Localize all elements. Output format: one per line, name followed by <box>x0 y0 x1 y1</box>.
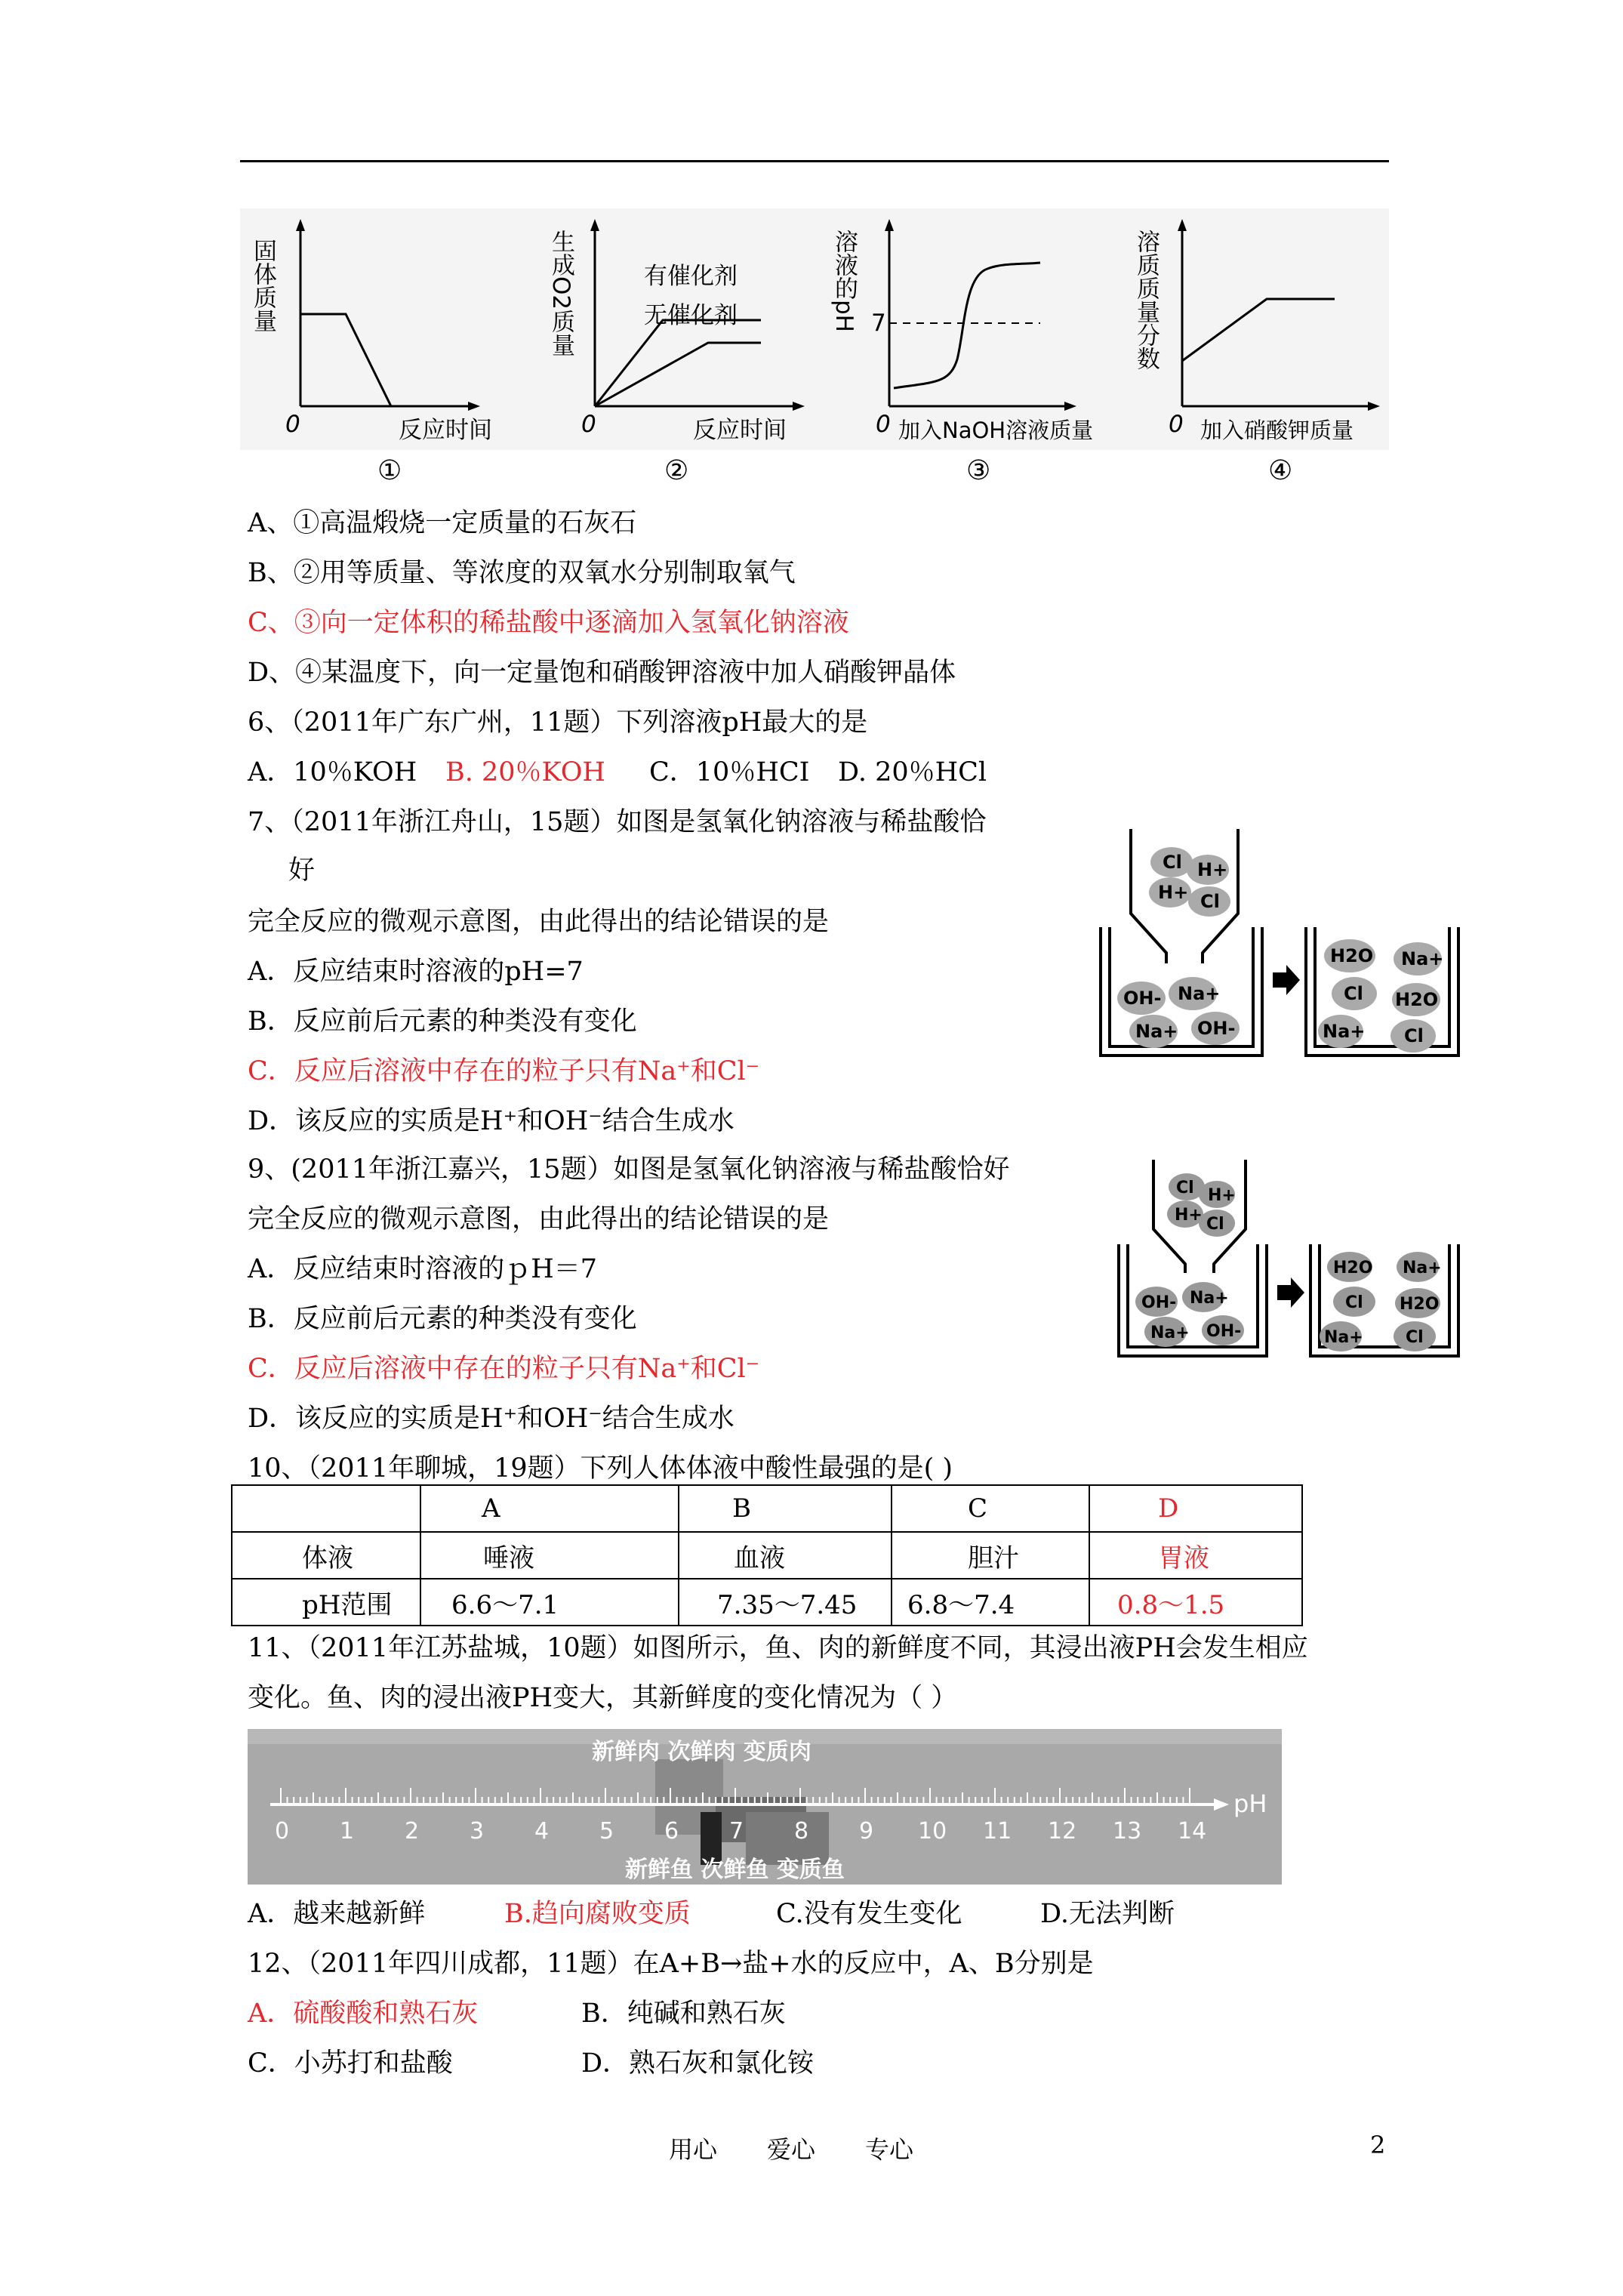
ph-tick-label: 3 <box>470 1818 485 1845</box>
svg-text:Cl: Cl <box>1406 1328 1424 1347</box>
graph-3-tick: 7 <box>871 310 886 337</box>
q5-option-a: A、①高温煅烧一定质量的石灰石 <box>248 508 637 538</box>
svg-text:H+: H+ <box>1208 1186 1236 1205</box>
svg-text:Na+: Na+ <box>1135 1021 1178 1042</box>
svg-text:H+: H+ <box>1197 859 1228 880</box>
svg-text:Na+: Na+ <box>1403 1259 1442 1277</box>
fish-label: 新鲜鱼 次鲜鱼 变质鱼 <box>625 1857 845 1883</box>
ph-tick-label: 7 <box>729 1818 744 1845</box>
graph-2-number: ② <box>664 455 689 486</box>
graph-1-origin: 0 <box>285 411 300 438</box>
svg-text:H+: H+ <box>1158 882 1189 903</box>
q7-option-b: B．反应前后元素的种类没有变化 <box>248 1006 637 1037</box>
q7-option-c: C．反应后溶液中存在的粒子只有Na⁺和Cl⁻ <box>248 1056 760 1086</box>
q7-option-a: A．反应结束时溶液的pH=7 <box>248 957 584 987</box>
table-row: A B C D <box>232 1485 1302 1532</box>
q11-option-d: D.无法判断 <box>1040 1899 1175 1929</box>
svg-text:Cl: Cl <box>1345 1293 1363 1312</box>
q11-stem-2: 变化。鱼、肉的浸出液PH变大，其新鲜度的变化情况为（ ） <box>248 1683 958 1713</box>
ph-tick-label: 1 <box>340 1818 355 1845</box>
graph-1-xlabel: 反应时间 <box>399 417 492 444</box>
ph-scale-figure <box>248 1729 1282 1885</box>
q9-option-b: B．反应前后元素的种类没有变化 <box>248 1304 637 1334</box>
q7-stem-2: 完全反应的微观示意图，由此得出的结论错误的是 <box>248 907 830 937</box>
q11-option-c: C.没有发生变化 <box>776 1899 962 1929</box>
footer-text-2: 爱心 <box>767 2135 816 2164</box>
q10-table <box>231 1484 1303 1626</box>
footer-text-1: 用心 <box>669 2135 718 2164</box>
svg-text:OH-: OH- <box>1206 1322 1242 1341</box>
q9-stem: 9、(2011年浙江嘉兴，15题）如图是氢氧化钠溶液与稀盐酸恰好 <box>248 1154 1010 1185</box>
graph-3-number: ③ <box>966 455 991 486</box>
table-row: 体液 唾液 血液 胆汁 胃液 <box>232 1532 1302 1579</box>
svg-text:H2O: H2O <box>1395 989 1439 1010</box>
q7-option-d: D．该反应的实质是H⁺和OH⁻结合生成水 <box>248 1106 735 1136</box>
q6-option-c: C．10％HCI <box>649 757 810 787</box>
ph-tick-label: 13 <box>1113 1818 1142 1845</box>
svg-text:Na+: Na+ <box>1190 1289 1229 1308</box>
svg-text:OH-: OH- <box>1141 1293 1177 1312</box>
graphs-figure <box>240 208 1389 450</box>
svg-text:Cl: Cl <box>1176 1179 1194 1197</box>
q7-stem-cont: 好 <box>288 855 316 886</box>
graph-2-ylabel: 生成O2质量 <box>547 230 574 357</box>
graph-1-number: ① <box>377 455 402 486</box>
svg-text:OH-: OH- <box>1197 1018 1236 1039</box>
graph-4-origin: 0 <box>1169 411 1184 438</box>
q5-option-d: D、④某温度下，向一定量饱和硝酸钾溶液中加人硝酸钾晶体 <box>248 658 956 688</box>
ph-tick-label: 4 <box>534 1818 550 1845</box>
q12-option-b: B．纯碱和熟石灰 <box>581 1999 786 2029</box>
svg-text:Cl: Cl <box>1163 852 1182 873</box>
ph-tick-label: 14 <box>1178 1818 1207 1845</box>
q11-stem: 11、（2011年江苏盐城，10题）如图所示，鱼、肉的新鲜度不同，其浸出液PH会发生相应 <box>248 1633 1308 1663</box>
graph-4-number: ④ <box>1268 455 1293 486</box>
q12-option-d: D．熟石灰和氯化铵 <box>581 2048 815 2079</box>
header-rule <box>240 160 1389 162</box>
q11-option-a: A．越来越新鲜 <box>248 1899 426 1929</box>
svg-text:Cl: Cl <box>1344 983 1363 1004</box>
ph-tick-label: 2 <box>405 1818 420 1845</box>
q9-option-c: C．反应后溶液中存在的粒子只有Na⁺和Cl⁻ <box>248 1354 760 1384</box>
graph-2-curve1: 有催化剂 <box>644 263 738 290</box>
q12-stem: 12、（2011年四川成都，11题）在A+B→盐+水的反应中，A、B分别是 <box>248 1949 1094 1979</box>
footer-text-3: 专心 <box>865 2135 914 2164</box>
svg-text:Cl: Cl <box>1404 1025 1424 1046</box>
graph-3-origin: 0 <box>876 411 891 438</box>
svg-text:Na+: Na+ <box>1150 1324 1190 1342</box>
svg-text:Na+: Na+ <box>1178 983 1221 1004</box>
q11-option-b: B.趋向腐败变质 <box>504 1899 691 1929</box>
q6-option-d: D. 20％HCl <box>838 757 987 787</box>
svg-text:H2O: H2O <box>1330 945 1374 966</box>
ph-axis-label: pH <box>1233 1789 1267 1818</box>
ph-tick-label: 5 <box>599 1818 614 1845</box>
q5-option-c: C、③向一定体积的稀盐酸中逐滴加入氢氧化钠溶液 <box>248 608 849 638</box>
q6-option-a: A．10％KOH <box>248 757 417 787</box>
svg-text:Cl: Cl <box>1200 891 1220 912</box>
svg-text:H+: H+ <box>1175 1206 1203 1225</box>
ph-tick-label: 9 <box>859 1818 874 1845</box>
ph-tick-label: 0 <box>275 1818 290 1845</box>
graph-3-xlabel: 加入NaOH溶液质量 <box>898 418 1094 443</box>
q7-stem: 7、（2011年浙江舟山，15题）如图是氢氧化钠溶液与稀盐酸恰 <box>248 807 987 837</box>
svg-text:Cl: Cl <box>1206 1215 1224 1234</box>
svg-text:H2O: H2O <box>1333 1259 1373 1277</box>
q9-option-d: D．该反应的实质是H⁺和OH⁻结合生成水 <box>248 1404 735 1434</box>
meat-label: 新鲜肉 次鲜肉 变质肉 <box>592 1739 812 1765</box>
q5-option-b: B、②用等质量、等浓度的双氧水分别制取氧气 <box>248 558 796 588</box>
svg-text:Na+: Na+ <box>1401 948 1444 969</box>
q9-option-a: A．反应结束时溶液的ｐH＝7 <box>248 1254 598 1284</box>
svg-text:H2O: H2O <box>1400 1295 1440 1314</box>
q6-option-b: B. 20％KOH <box>445 757 605 787</box>
graph-3-ylabel: 溶液的pH <box>830 230 858 332</box>
svg-text:Na+: Na+ <box>1324 1328 1363 1347</box>
q9-beaker-diagram <box>1110 1154 1464 1365</box>
ph-tick-label: 11 <box>983 1818 1012 1845</box>
q9-stem-2: 完全反应的微观示意图，由此得出的结论错误的是 <box>248 1204 830 1234</box>
ph-tick-label: 10 <box>918 1818 947 1845</box>
svg-text:OH-: OH- <box>1123 988 1162 1009</box>
q10-stem: 10、（2011年聊城，19题）下列人体体液中酸性最强的是( ) <box>248 1453 953 1484</box>
q12-option-a: A．硫酸酸和熟石灰 <box>248 1999 479 2029</box>
table-row: pH范围 6.6～7.1 7.35～7.45 6.8～7.4 0.8～1.5 <box>232 1579 1302 1626</box>
graph-2-curve2: 无催化剂 <box>644 302 738 329</box>
svg-text:Na+: Na+ <box>1323 1021 1366 1042</box>
ph-tick-label: 6 <box>664 1818 679 1845</box>
q12-option-c: C．小苏打和盐酸 <box>248 2048 453 2079</box>
q6-stem: 6、（2011年广东广州，11题）下列溶液pH最大的是 <box>248 707 868 738</box>
ph-tick-label: 8 <box>794 1818 809 1845</box>
graph-2-xlabel: 反应时间 <box>693 417 787 444</box>
ph-tick-label: 12 <box>1048 1818 1077 1845</box>
graph-1-ylabel: 固体质量 <box>249 239 276 332</box>
graph-4-xlabel: 加入硝酸钾质量 <box>1200 418 1354 443</box>
graph-2-origin: 0 <box>581 411 596 438</box>
page-number: 2 <box>1370 2131 1386 2159</box>
graph-4-ylabel: 溶质质量分数 <box>1132 230 1160 370</box>
q7-beaker-diagram <box>1095 823 1464 1065</box>
